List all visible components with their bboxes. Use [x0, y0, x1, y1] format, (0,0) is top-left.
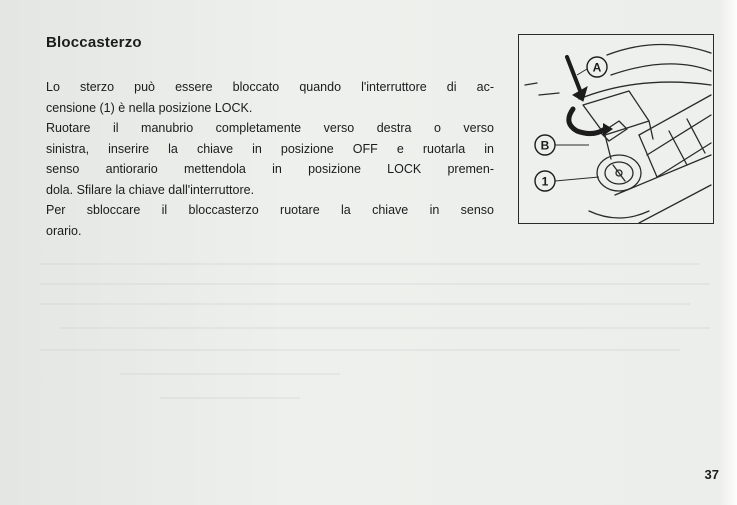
callout-a-label: A: [592, 60, 602, 75]
body-line: sinistra, inserire la chiave in posizione OFF e ruotarla in: [46, 141, 494, 156]
body-line: Ruotare il manubrio completamente verso destra o verso: [46, 121, 494, 135]
ignition-switch-illustration: [518, 34, 714, 224]
section-body: [46, 77, 494, 241]
callout-1-label: 1: [541, 174, 549, 189]
callout-a: [577, 57, 607, 77]
show-through-texture: [40, 258, 720, 428]
body-line: Per sbloccare il bloccasterzo ruotare la chiave in senso: [46, 203, 494, 217]
section-title: Bloccasterzo: [46, 34, 142, 51]
page-number: 37: [704, 467, 719, 482]
body-line: censione (1) è nella posizione LOCK.: [46, 100, 253, 115]
callout-b: [535, 135, 589, 155]
body-line: Lo sterzo può essere bloccato quando l'interruttore di ac-: [46, 80, 494, 94]
body-line: dola. Sfilare la chiave dall'interruttore.: [46, 182, 255, 197]
callout-1: [535, 171, 599, 191]
body-line: senso antiorario mettendola in posizione LOCK premen-: [46, 162, 494, 176]
body-line: orario.: [46, 223, 82, 238]
callout-b-label: B: [540, 138, 550, 153]
